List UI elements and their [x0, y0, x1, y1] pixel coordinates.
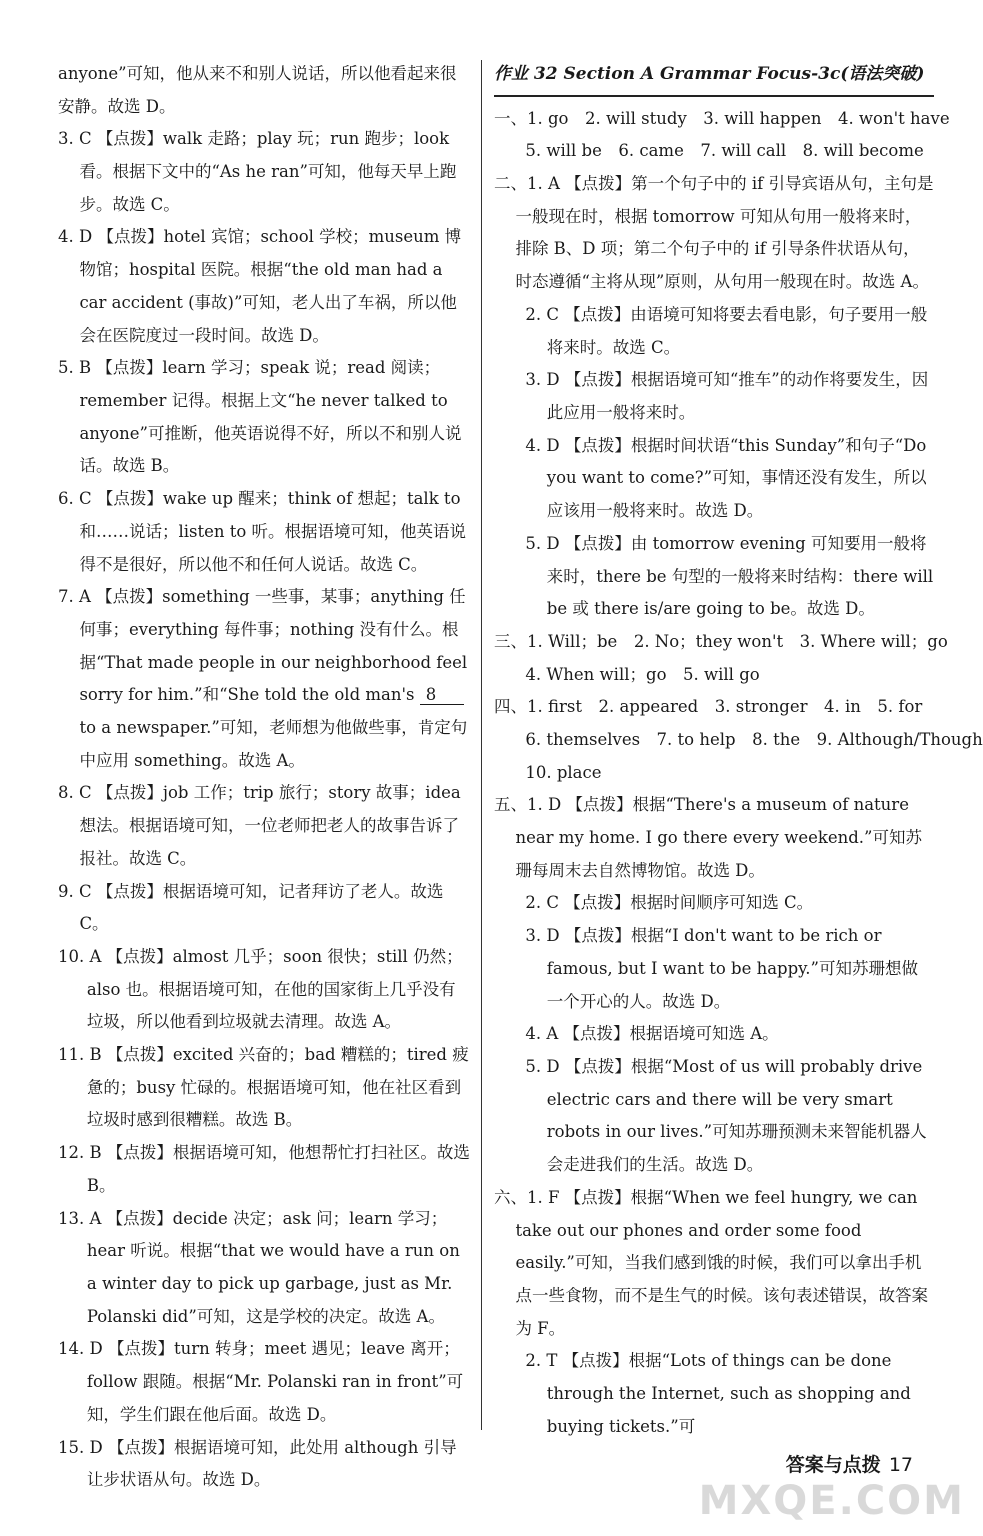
answer-item: 10. A 【点拨】almost 几乎；soon 很快；still 仍然；also 也。根据语境可知，在他的国家街上几乎没有垃圾，所以他看到垃圾就去清理。故选 A。: [58, 946, 463, 1032]
header-title: Section A Grammar Focus-3c: [563, 64, 841, 84]
answer-item: 11. B 【点拨】excited 兴奋的；bad 糟糕的；tired 疲惫的；busy 忙碌的。根据语境可知，他在社区看到垃圾时感到很糟糕。故选 B。: [58, 1045, 469, 1130]
watermark: MXQE.COM: [698, 1478, 965, 1524]
answer-item: 二、1. A 【点拨】第一个句子中的 if 引导宾语从句，主句是一般现在时，根据 tomorrow 可知从句用一般将来时，排除 B、D 项；第二个句子中的 if 引导条件状语从句，时态遵循“主将从现”原则，从句用一般现在时。故选 A。: [494, 174, 934, 292]
blank-number: 8: [420, 686, 464, 705]
answer-item: 12. B 【点拨】根据语境可知，他想帮忙打扫社区。故选 B。: [58, 1143, 470, 1195]
text-line: 10. place: [525, 762, 602, 782]
text-line: 4. When will；go 5. will go: [525, 664, 760, 684]
answer-text: 7. A 【点拨】something 一些事，某事；anything 任何事；everything 每件事；nothing 没有什么。根据“That made people in our neighborhood feel sorry for him.”和“She told the old man's: [58, 587, 468, 705]
left-column: [58, 58, 472, 1497]
answer-item: 8. C 【点拨】job 工作；trip 旅行；story 故事；idea 想法。根据语境可知，一位老师把老人的故事告诉了报社。故选 C。: [58, 783, 461, 868]
answer-item: 2. C 【点拨】由语境可知将要去看电影，句子要用一般将来时。故选 C。: [525, 304, 928, 357]
answer-item: 3. D 【点拨】根据“I don't want to be rich or famous, but I want to be happy.”可知苏珊想做一个开心的人。故选 D。: [525, 926, 918, 1011]
answer-item: 3. C 【点拨】walk 走路；play 玩；run 跑步；look 看。根据下文中的“As he ran”可知，他每天早上跑步。故选 C。: [58, 129, 457, 214]
section-header: [494, 58, 934, 97]
answer-item: 4. D 【点拨】根据时间状语“this Sunday”和句子“Do you want to come?”可知，事情还没有发生，所以应该用一般将来时。故选 D。: [525, 435, 927, 521]
right-column: [494, 58, 983, 1443]
column-divider: [481, 60, 482, 1430]
answer-item: 6. C 【点拨】wake up 醒来；think of 想起；talk to 和……说话；listen to 听。根据语境可知，他英语说得不是很好，所以他不和任何人说话。故选 C。: [58, 489, 467, 574]
header-prefix: 作业 32: [494, 64, 558, 84]
text-line: 四、1. first 2. appeared 3. stronger 4. in 5. for: [494, 697, 923, 717]
answer-item: 4. D 【点拨】hotel 宾馆；school 学校；museum 博物馆；hospital 医院。根据“the old man had a car accident (事故)”可知，老人出了车祸，所以他会在医院度过一段时间。故选 D。: [58, 227, 462, 345]
text-line: 安静。故选 D。: [58, 96, 176, 116]
answer-item: 4. A 【点拨】根据语境可知选 A。: [525, 1024, 779, 1044]
text-line: 6. themselves 7. to help 8. the 9. Although/Though: [525, 729, 983, 749]
answer-item: 2. T 【点拨】根据“Lots of things can be done through the Internet, such as shopping and buying tickets.”可: [525, 1351, 911, 1436]
answer-item: 六、1. F 【点拨】根据“When we feel hungry, we can take out our phones and order some food easily.”可知，当我们感到饿的时候，我们可以拿出手机点一些食物，而不是生气的时候。该句表述错误，故答案为 F。: [494, 1187, 928, 1338]
answer-item: 5. B 【点拨】learn 学习；speak 说；read 阅读；remember 记得。根据上文“he never talked to anyone”可推断，他英语说得不好，所以不和别人说话。故选 B。: [58, 358, 462, 476]
text-line: 5. will be 6. came 7. will call 8. will become: [525, 141, 924, 161]
answer-item: [58, 581, 472, 777]
text-line: anyone”可知，他从来不和别人说话，所以他看起来很: [58, 64, 457, 83]
answer-item: 5. D 【点拨】根据“Most of us will probably drive electric cars and there will be very smart robots in our lives.”可知苏珊预测未来智能机器人会走进我们的生活。故选 D。: [525, 1056, 927, 1175]
header-suffix: (语法突破): [840, 64, 925, 84]
footer-label: 答案与点拨: [785, 1454, 881, 1476]
page-number: 17: [888, 1454, 913, 1476]
answer-item: 5. D 【点拨】由 tomorrow evening 可知要用一般将来时，there be 句型的一般将来时结构：there will be 或 there is/are going to be。故选 D。: [525, 533, 934, 619]
answer-item: 15. D 【点拨】根据语境可知，此处用 although 引导让步状语从句。故选 D。: [58, 1437, 457, 1490]
answer-item: 五、1. D 【点拨】根据“There's a museum of nature near my home. I go there every weekend.”可知苏珊每周末去自然博物馆。故选 D。: [494, 795, 922, 880]
answer-item: 9. C 【点拨】根据语境可知，记者拜访了老人。故选 C。: [58, 881, 444, 934]
page-footer: [786, 1450, 913, 1477]
text-line: 三、1. Will；be 2. No；they won't 3. Where will；go: [494, 631, 948, 651]
answer-item: 2. C 【点拨】根据时间顺序可知选 C。: [525, 893, 814, 913]
answer-text: to a newspaper.”可知，老师想为他做些事，肯定句中应用 something。故选 A。: [79, 718, 468, 770]
answer-item: 13. A 【点拨】decide 决定；ask 问；learn 学习；hear 听说。根据“that we would have a run on a winter day to pick up garbage, just as Mr. Polanski did”可知，这是学校的决定。故选 A。: [58, 1208, 460, 1326]
text-line: 一、1. go 2. will study 3. will happen 4. won't have: [494, 108, 950, 128]
answer-item: 14. D 【点拨】turn 转身；meet 遇见；leave 离开；follow 跟随。根据“Mr. Polanski ran in front”可知，学生们跟在他后面。故选 D。: [58, 1339, 464, 1424]
answer-item: 3. D 【点拨】根据语境可知“推车”的动作将要发生，因此应用一般将来时。: [525, 370, 929, 422]
